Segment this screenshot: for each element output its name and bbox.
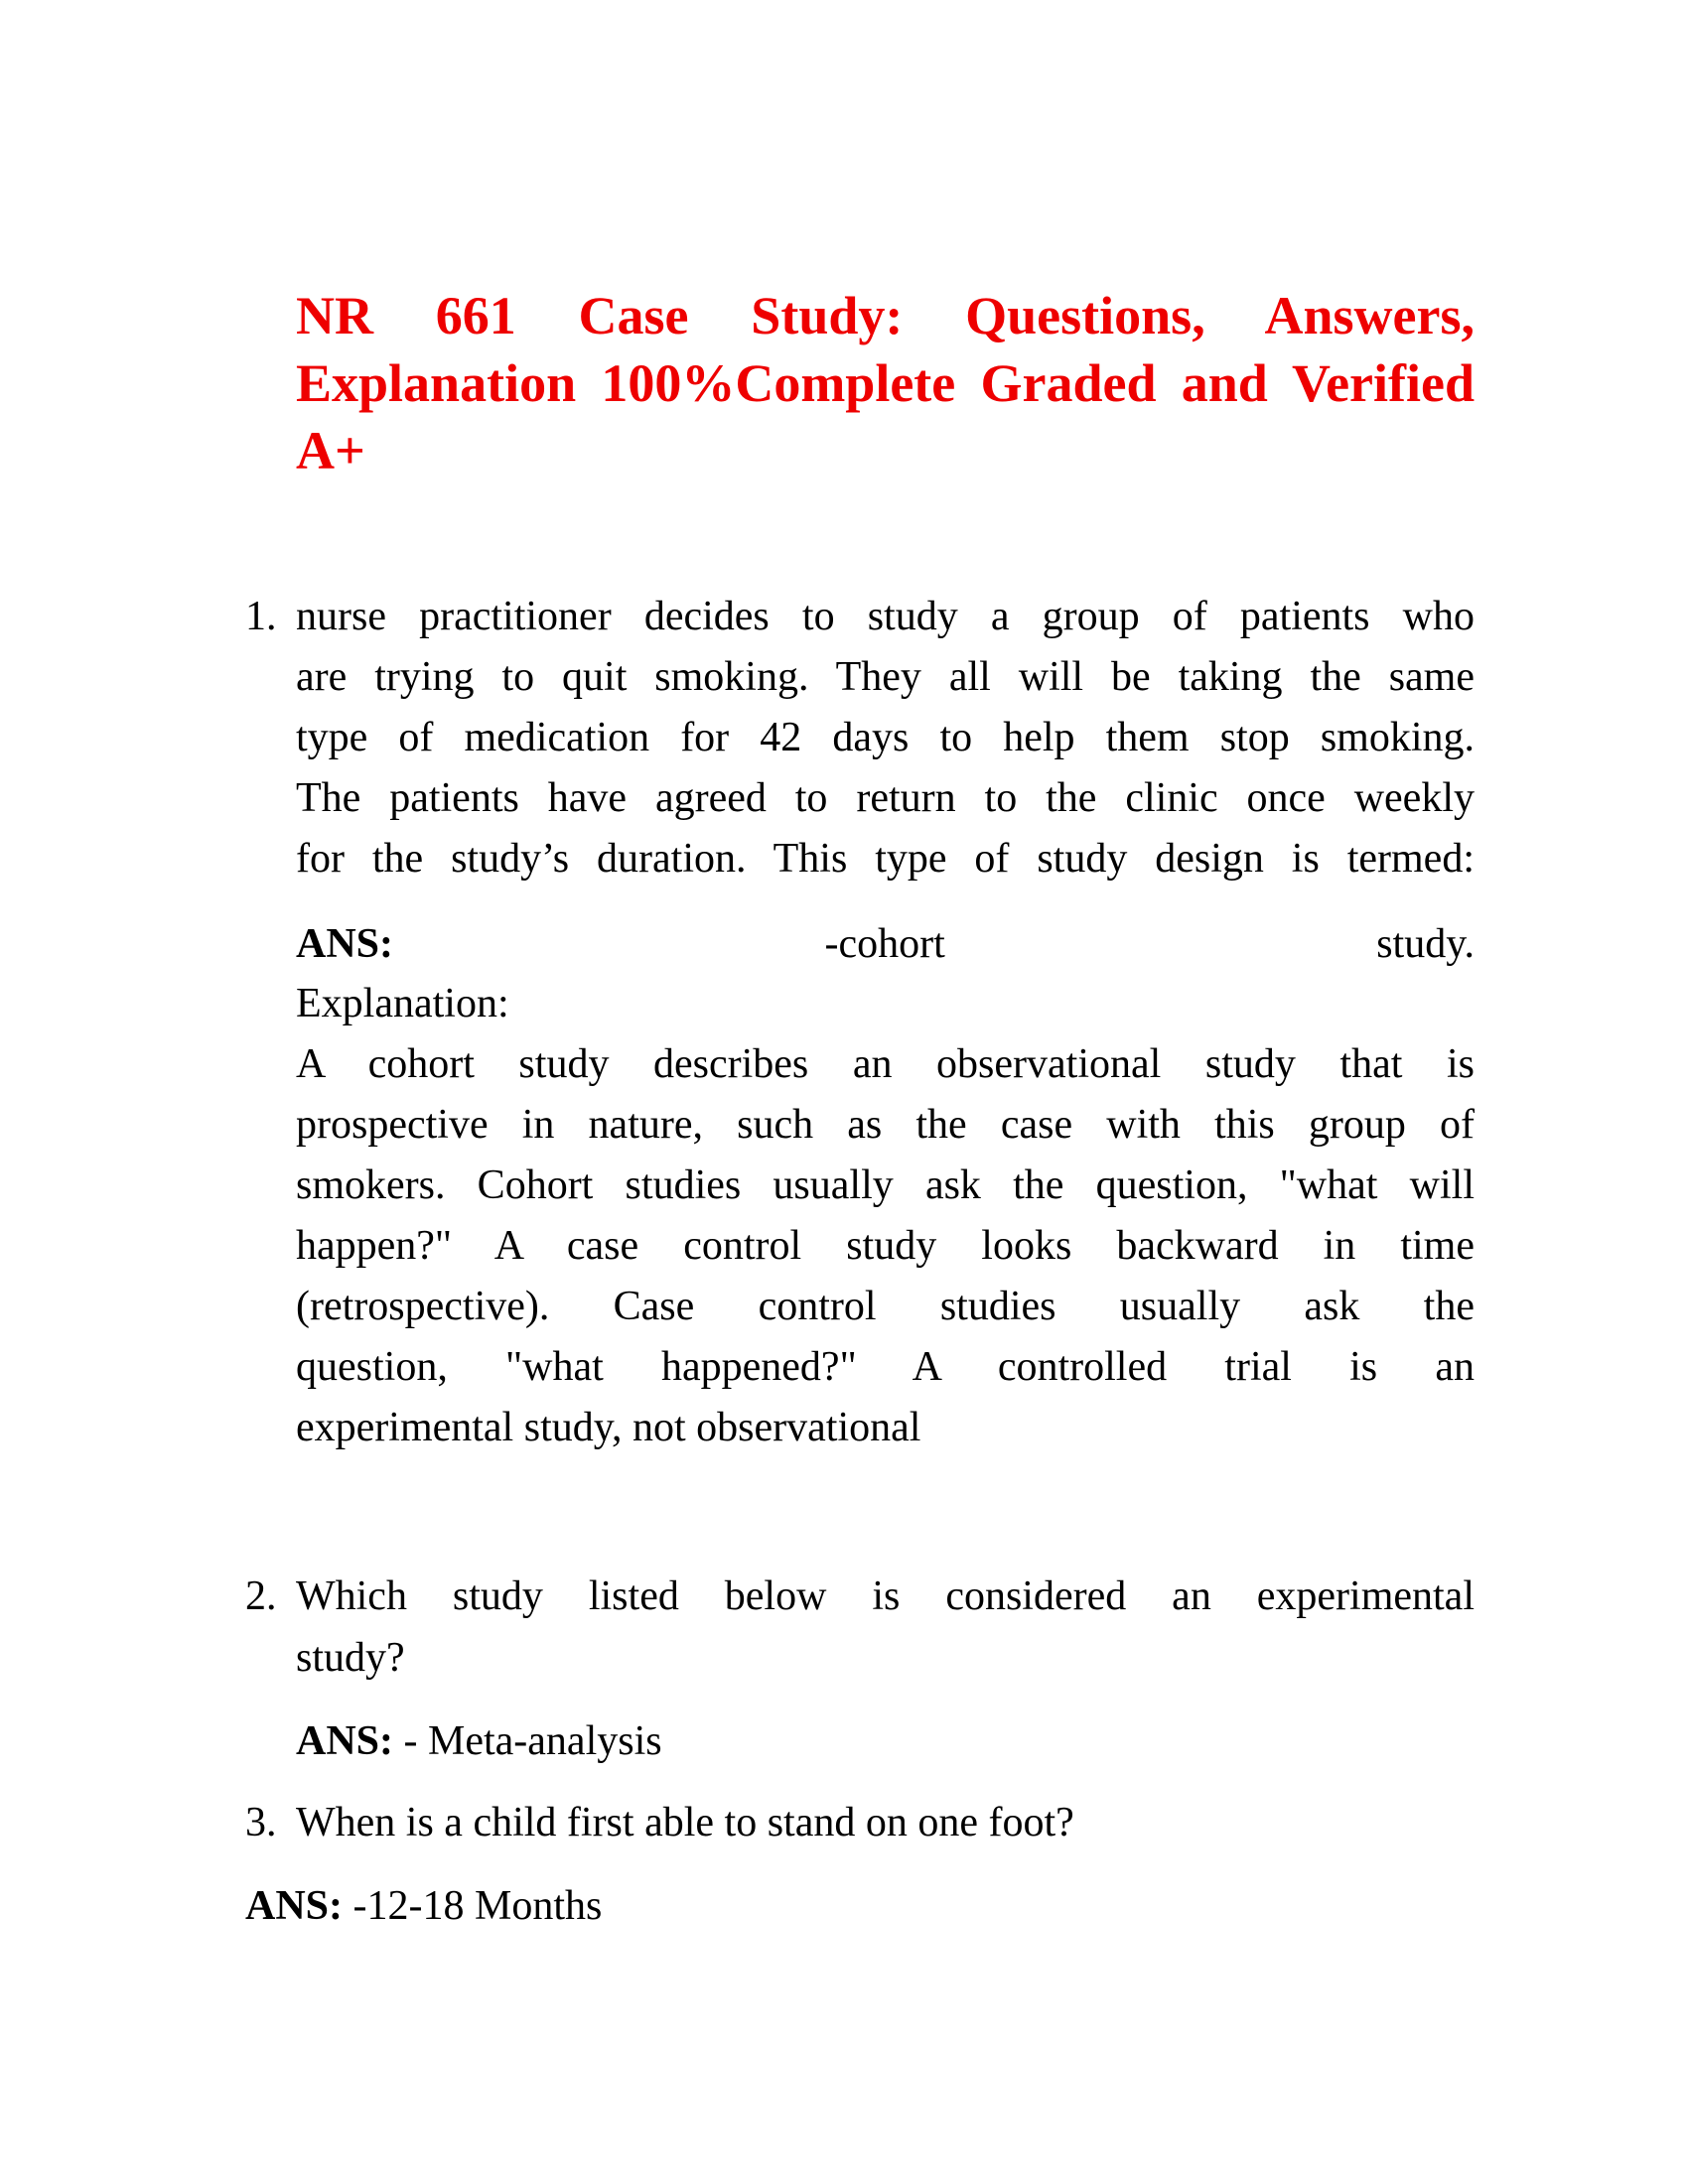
title-line-1: NR 661 Case Study: Questions, Answers, [296, 286, 1475, 345]
answer-text: -12-18 Months [343, 1883, 603, 1929]
question-text-line: for the study’s duration. This type of study design is termed: [296, 836, 1475, 882]
explanation-line: happen?" A case control study looks backward in time [296, 1223, 1475, 1269]
answer-text: -cohort [824, 921, 945, 967]
question-text-line: type of medication for 42 days to help them stop smoking. [296, 715, 1475, 760]
answer-label: ANS: [296, 1718, 394, 1764]
question-number: 1. [245, 594, 277, 639]
title-line-3: A+ [296, 421, 365, 480]
answer-text: - Meta-analysis [393, 1718, 662, 1764]
explanation-line: smokers. Cohort studies usually ask the question, "what will [296, 1162, 1475, 1208]
explanation-line: A cohort study describes an observational study that is [296, 1041, 1475, 1087]
question-text-line: When is a child first able to stand on one foot? [296, 1800, 1074, 1845]
question-text-line: are trying to quit smoking. They all will be taking the same [296, 654, 1475, 700]
answer-label: ANS: [245, 1883, 344, 1929]
answer-text: study. [1376, 921, 1475, 967]
answer-label: ANS: [296, 921, 394, 967]
question-text-line: nurse practitioner decides to study a group of patients who [296, 594, 1475, 639]
answer-line [296, 1711, 1475, 1771]
question-text-line: The patients have agreed to return to the clinic once weekly [296, 775, 1475, 821]
explanation-label: Explanation: [296, 981, 509, 1026]
answer-line [245, 1876, 1424, 1936]
question-number: 3. [245, 1800, 277, 1845]
explanation-line: question, "what happened?" A controlled trial is an [296, 1344, 1475, 1390]
explanation-line: prospective in nature, such as the case with this group of [296, 1102, 1475, 1148]
question-text-line: Which study listed below is considered an experimental [296, 1573, 1475, 1619]
answer-line [296, 914, 1475, 974]
question-text-line: study? [296, 1635, 405, 1681]
explanation-line: (retrospective). Case control studies usually ask the [296, 1284, 1475, 1329]
title-line-2: Explanation 100%Complete Graded and Verified [296, 353, 1475, 413]
explanation-line: experimental study, not observational [296, 1405, 921, 1450]
question-number: 2. [245, 1573, 277, 1619]
